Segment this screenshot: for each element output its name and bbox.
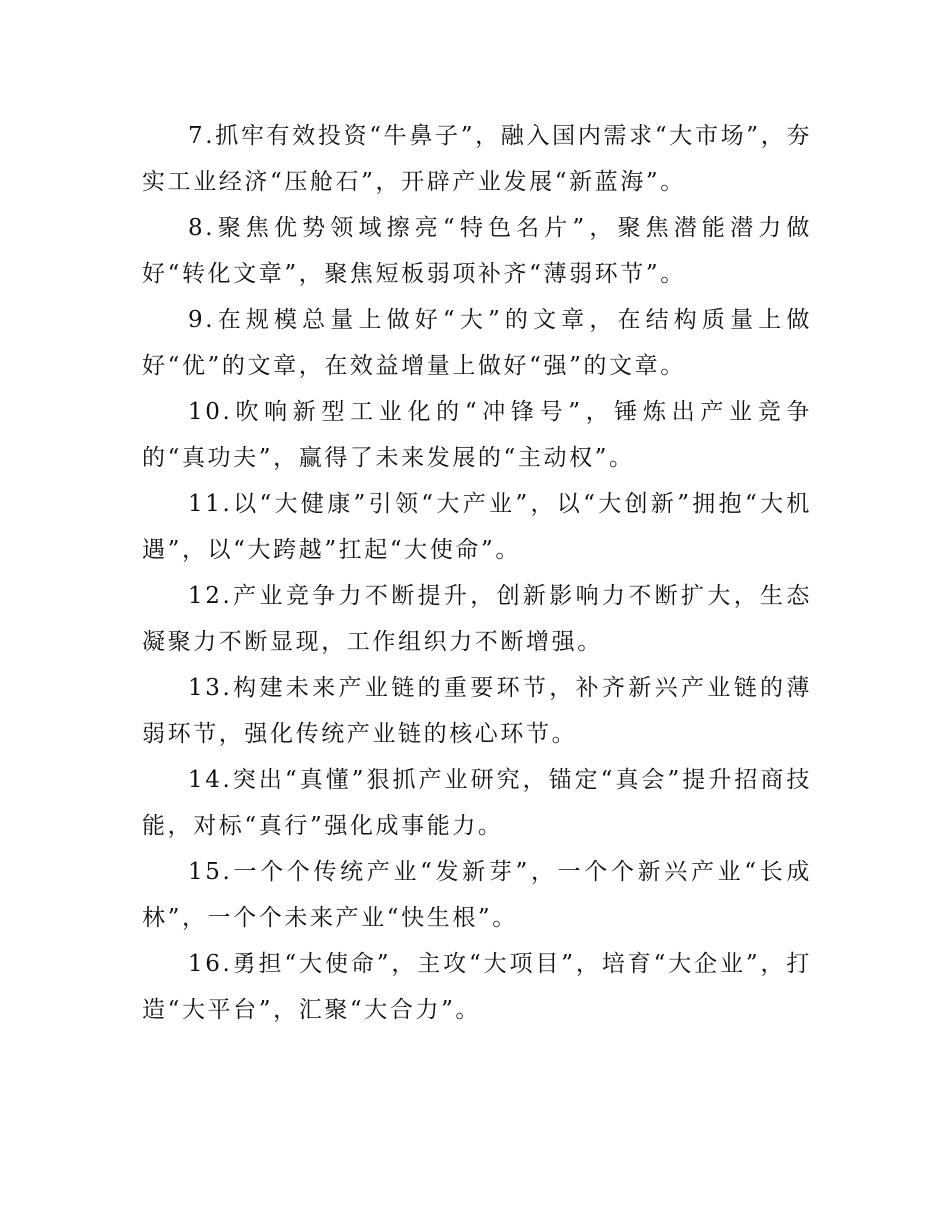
document-body	[142, 113, 812, 1033]
paragraph-7: 7.抓牢有效投资“牛鼻子”，融入国内需求“大市场”，夯实工业经济“压舱石”，开辟产业发展“新蓝海”。	[142, 123, 812, 195]
paragraph-16: 16.勇担“大使命”，主攻“大项目”，培育“大企业”，打造“大平台”，汇聚“大合力”。	[142, 951, 812, 1023]
paragraph-10: 10.吹响新型工业化的“冲锋号”，锤炼出产业竞争的“真功夫”，赢得了未来发展的“主动权”。	[142, 399, 812, 471]
paragraph-14: 14.突出“真懂”狠抓产业研究，锚定“真会”提升招商技能，对标“真行”强化成事能力。	[142, 767, 812, 839]
paragraph-11: 11.以“大健康”引领“大产业”，以“大创新”拥抱“大机遇”，以“大跨越”扛起“大使命”。	[142, 491, 812, 563]
paragraph-15: 15.一个个传统产业“发新芽”，一个个新兴产业“长成林”，一个个未来产业“快生根”。	[142, 859, 812, 931]
paragraph-12: 12.产业竞争力不断提升，创新影响力不断扩大，生态凝聚力不断显现，工作组织力不断增强。	[142, 583, 812, 655]
paragraph-8: 8.聚焦优势领域擦亮“特色名片”，聚焦潜能潜力做好“转化文章”，聚焦短板弱项补齐“薄弱环节”。	[142, 215, 812, 287]
paragraph-13: 13.构建未来产业链的重要环节，补齐新兴产业链的薄弱环节，强化传统产业链的核心环节。	[142, 675, 812, 747]
paragraph-9: 9.在规模总量上做好“大”的文章，在结构质量上做好“优”的文章，在效益增量上做好“强”的文章。	[142, 307, 812, 379]
